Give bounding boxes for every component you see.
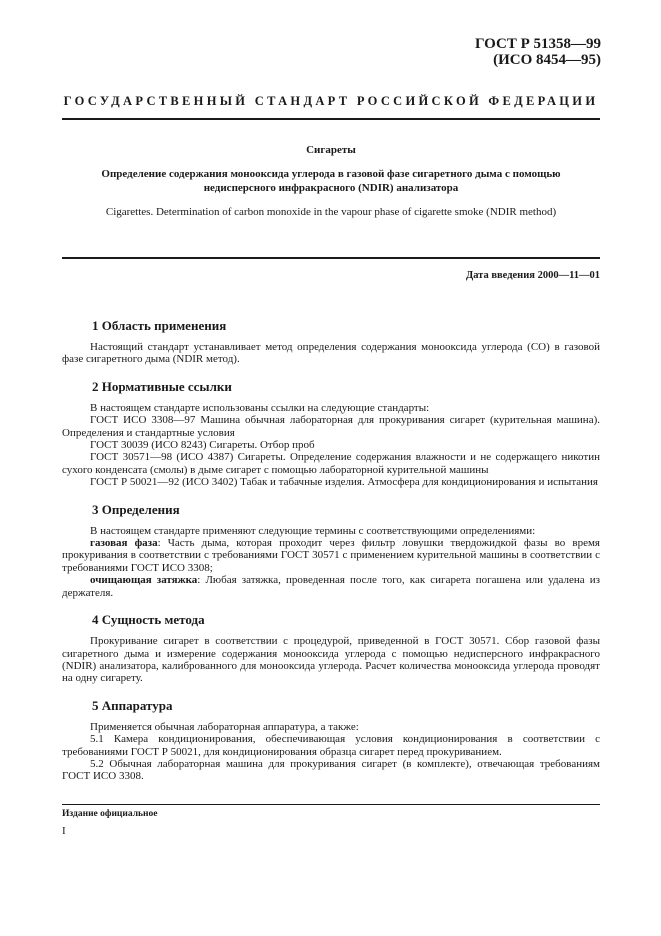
document-body [62,318,600,796]
section [62,502,600,599]
section [62,698,600,783]
paragraph-text: 5.1 Камера кондиционирования, обеспечивающая условия кондиционирования в соответствии с требованиями ГОСТ Р 50021, для кондиционирования образца сигарет перед прокуриванием. [62,733,600,758]
paragraph-text: ГОСТ ИСО 3308—97 Машина обычная лабораторная для прокуривания сигарет (курительная машина). Определения и стандартные условия [62,414,600,439]
paragraph-text: В настоящем стандарте применяют следующие термины с соответствующими определениями: [90,524,536,537]
paragraph [62,451,600,476]
paragraph [62,476,600,488]
paragraph [62,402,600,414]
paragraph [62,439,600,451]
term: газовая фаза [90,537,158,550]
paragraph-text: : Любая затяжка, проведенная после того, как сигарета погашена или удалена из держателя. [62,574,600,599]
iso-number: (ИСО 8454—95) [493,52,601,68]
paragraph-text: Настоящий стандарт устанавливает метод определения содержания монооксида углерода (СО) в газовой фазе сигаретного дыма (NDIR метод). [62,341,600,366]
paragraph-text: 5.2 Обычная лабораторная машина для прокуривания сигарет (в комплекте), отвечающая требованиям ГОСТ ИСО 3308. [62,757,600,783]
paragraph [62,574,600,599]
term: очищающая затяжка [90,574,198,587]
paragraph-text: Применяется обычная лабораторная аппаратура, а также: [90,720,359,733]
english-title: Cigarettes. Determination of carbon monoxide in the vapour phase of cigarette smoke (NDIR method) [105,206,557,218]
paragraph [62,635,600,685]
edition-label: Издание официальное [62,809,158,819]
state-standard-heading: ГОСУДАРСТВЕННЫЙ СТАНДАРТ РОССИЙСКОЙ ФЕДЕРАЦИИ [63,94,599,108]
section [62,318,600,366]
paragraph-text: ГОСТ Р 50021—92 (ИСО 3402) Табак и табачные изделия. Атмосфера для кондиционирования и испытания [90,476,598,489]
section [62,612,600,685]
document-title: Сигареты [306,144,356,156]
paragraph-text: В настоящем стандарте использованы ссылки на следующие стандарты: [90,401,430,414]
paragraph [62,537,600,574]
introduction-date: Дата введения 2000—11—01 [465,270,600,281]
paragraph-text: Прокуривание сигарет в соответствии с процедурой, приведенной в ГОСТ 30571. Сбор газовой фазы сигаретного дыма и измерение содержания монооксида углерода с помощью недисперсного инфракрасного (NDIR) анализатора, калиброванного для монооксида углерода. Расчет количества монооксида углерода проводят на одну сигарету. [62,635,600,685]
paragraph [62,758,600,783]
paragraph-text: ГОСТ 30039 (ИСО 8243) Сигареты. Отбор проб [90,439,315,452]
footer-rule [62,804,600,805]
footer [62,804,600,819]
page-number: I [62,825,66,837]
section-heading: 5 Аппаратура [92,697,173,713]
paragraph [62,414,600,439]
paragraph [62,525,600,537]
paragraph-text: ГОСТ 30571—98 (ИСО 4387) Сигареты. Определение содержания влажности и не содержащего никотин сухого конденсата (смолы) в дыме сигарет с помощью лабораторной курительной машины [62,451,600,476]
paragraph-text: : Часть дыма, которая проходит через фильтр ловушки твердожидкой фазы во время прокуривания в соответствии с требованиями ГОСТ 30571 с применением курительной машины в соответствии с требованиями ГОСТ ИСО 3308; [62,537,600,574]
section [62,379,600,489]
paragraph [62,341,600,366]
section-heading: 4 Сущность метода [92,612,205,628]
paragraph [62,733,600,758]
document-subtitle: Определение содержания монооксида углерода в газовой фазе сигаретного дыма с помощью недисперсного инфракрасного (NDIR) анализатора [101,168,561,194]
paragraph [62,721,600,733]
gost-number: ГОСТ Р 51358—99 [474,36,601,52]
document-number-block [475,36,601,68]
title-rule [62,257,600,259]
section-heading: 1 Область применения [92,318,227,333]
section-heading: 2 Нормативные ссылки [92,378,232,394]
section-heading: 3 Определения [92,501,180,517]
header-rule [62,118,600,120]
